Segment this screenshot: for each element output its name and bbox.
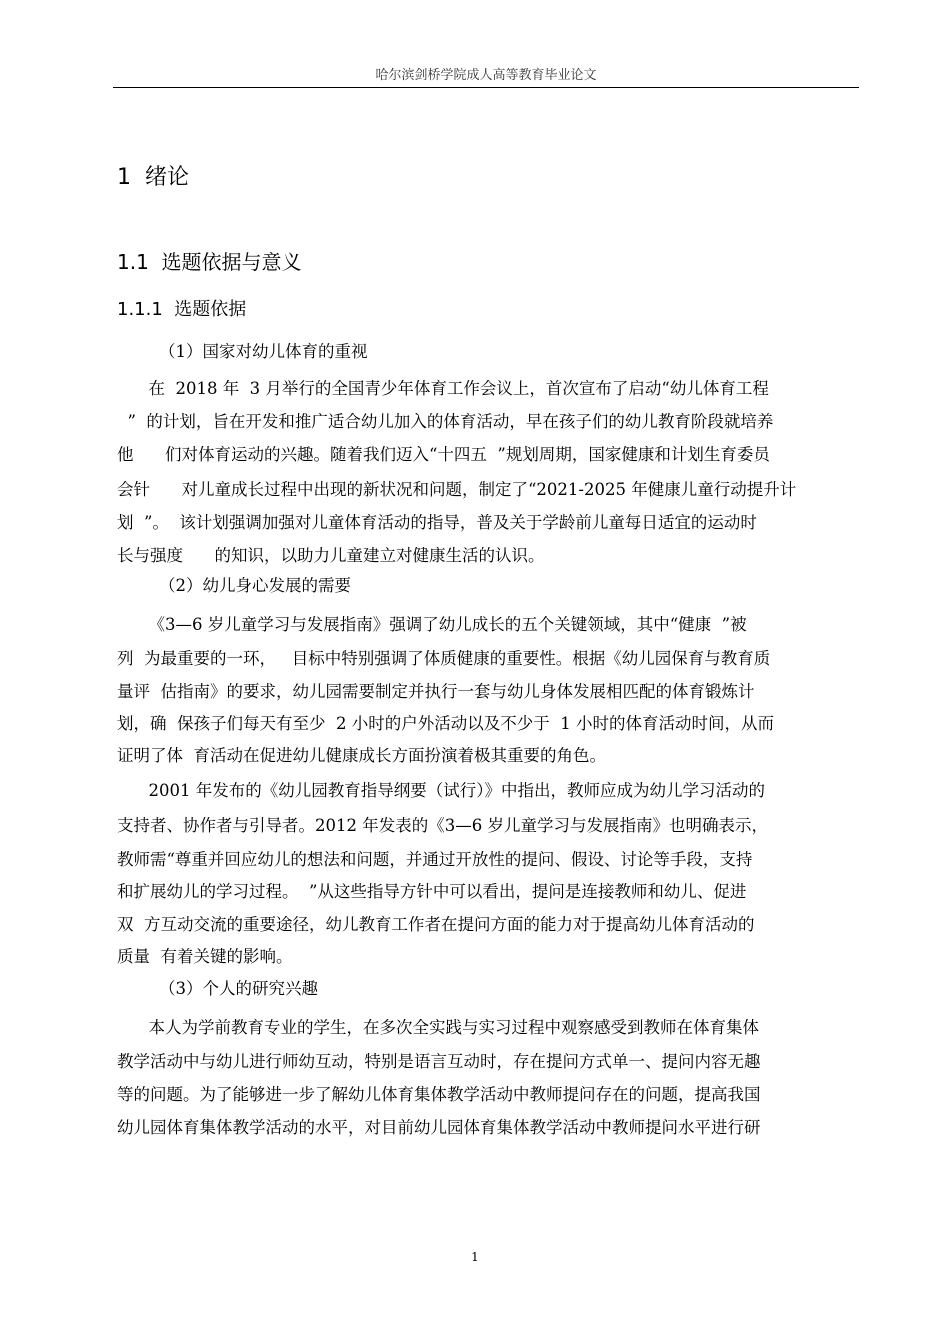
body-line: 2001 年发布的《幼儿园教育指导纲要（试行）》中指出，教师应成为幼儿学习活动的 bbox=[117, 781, 765, 800]
body-line: 划，确 保孩子们每天有至少 2 小时的户外活动以及不少于 1 小时的体育活动时间，从而 bbox=[117, 714, 774, 733]
section-heading: 1.1 选题依据与意义 bbox=[117, 250, 302, 274]
body-line: 会针 对儿童成长过程中出现的新状况和问题，制定了“2021-2025 年健康儿童行动提升计 bbox=[117, 480, 797, 499]
body-line: 《3—6 岁儿童学习与发展指南》强调了幼儿成长的五个关键领域，其中“健康 ”被 bbox=[117, 615, 747, 634]
body-line: （1）国家对幼儿体育的重视 bbox=[117, 342, 368, 361]
page-header: 哈尔滨剑桥学院成人高等教育毕业论文 bbox=[375, 68, 597, 83]
body-line: 量评 估指南》的要求，幼儿园需要制定并执行一套与幼儿身体发展相匹配的体育锻炼计 bbox=[117, 682, 755, 701]
body-line: 他 们对体育运动的兴趣。随着我们迈入“十四五 ”规划周期，国家健康和计划生育委员 bbox=[117, 445, 770, 464]
page-number: 1 bbox=[471, 1250, 479, 1264]
body-line: 和扩展幼儿的学习过程。 ”从这些指导方针中可以看出，提问是连接教师和幼儿、促进 bbox=[117, 882, 747, 901]
body-line: 教学活动中与幼儿进行师幼互动，特别是语言互动时，存在提问方式单一、提问内容无趣 bbox=[117, 1052, 761, 1071]
body-line: 划 ”。 该计划强调加强对儿童体育活动的指导，普及关于学龄前儿童每日适宜的运动时 bbox=[117, 513, 757, 532]
body-line: 幼儿园体育集体教学活动的水平，对目前幼儿园体育集体教学活动中教师提问水平进行研 bbox=[117, 1118, 761, 1137]
body-line: 在 2018 年 3 月举行的全国青少年体育工作会议上，首次宣布了启动“幼儿体育工程 bbox=[117, 379, 769, 398]
body-line: 支持者、协作者与引导者。2012 年发表的《3—6 岁儿童学习与发展指南》也明确表示， bbox=[117, 816, 768, 835]
body-line: 证明了体 育活动在促进幼儿健康成长方面扮演着极其重要的角色。 bbox=[117, 746, 606, 765]
chapter-heading: 1 绪论 bbox=[117, 165, 189, 190]
body-line: 双 方互动交流的重要途径，幼儿教育工作者在提问方面的能力对于提高幼儿体育活动的 bbox=[117, 915, 755, 934]
body-line: 质量 有着关键的影响。 bbox=[117, 947, 293, 966]
body-line: 列 为最重要的一环， 目标中特别强调了体质健康的重要性。根据《幼儿园保育与教育质 bbox=[117, 649, 771, 668]
body-line: 教师需“尊重并回应幼儿的想法和问题，并通过开放性的提问、假设、讨论等手段，支持 bbox=[117, 850, 753, 869]
body-line: 本人为学前教育专业的学生，在多次全实践与实习过程中观察感受到教师在体育集体 bbox=[117, 1018, 759, 1037]
body-line: 长与强度 的知识，以助力儿童建立对健康生活的认识。 bbox=[117, 546, 545, 565]
header-divider bbox=[113, 87, 859, 88]
body-line: ” 的计划，旨在开发和推广适合幼儿加入的体育活动，早在孩子们的幼儿教育阶段就培养 bbox=[117, 412, 774, 431]
body-line: 等的问题。为了能够进一步了解幼儿体育集体教学活动中教师提问存在的问题，提高我国 bbox=[117, 1085, 761, 1104]
body-line: （2）幼儿身心发展的需要 bbox=[117, 576, 351, 595]
subsection-heading: 1.1.1 选题依据 bbox=[117, 299, 247, 320]
body-line: （3）个人的研究兴趣 bbox=[117, 979, 318, 998]
